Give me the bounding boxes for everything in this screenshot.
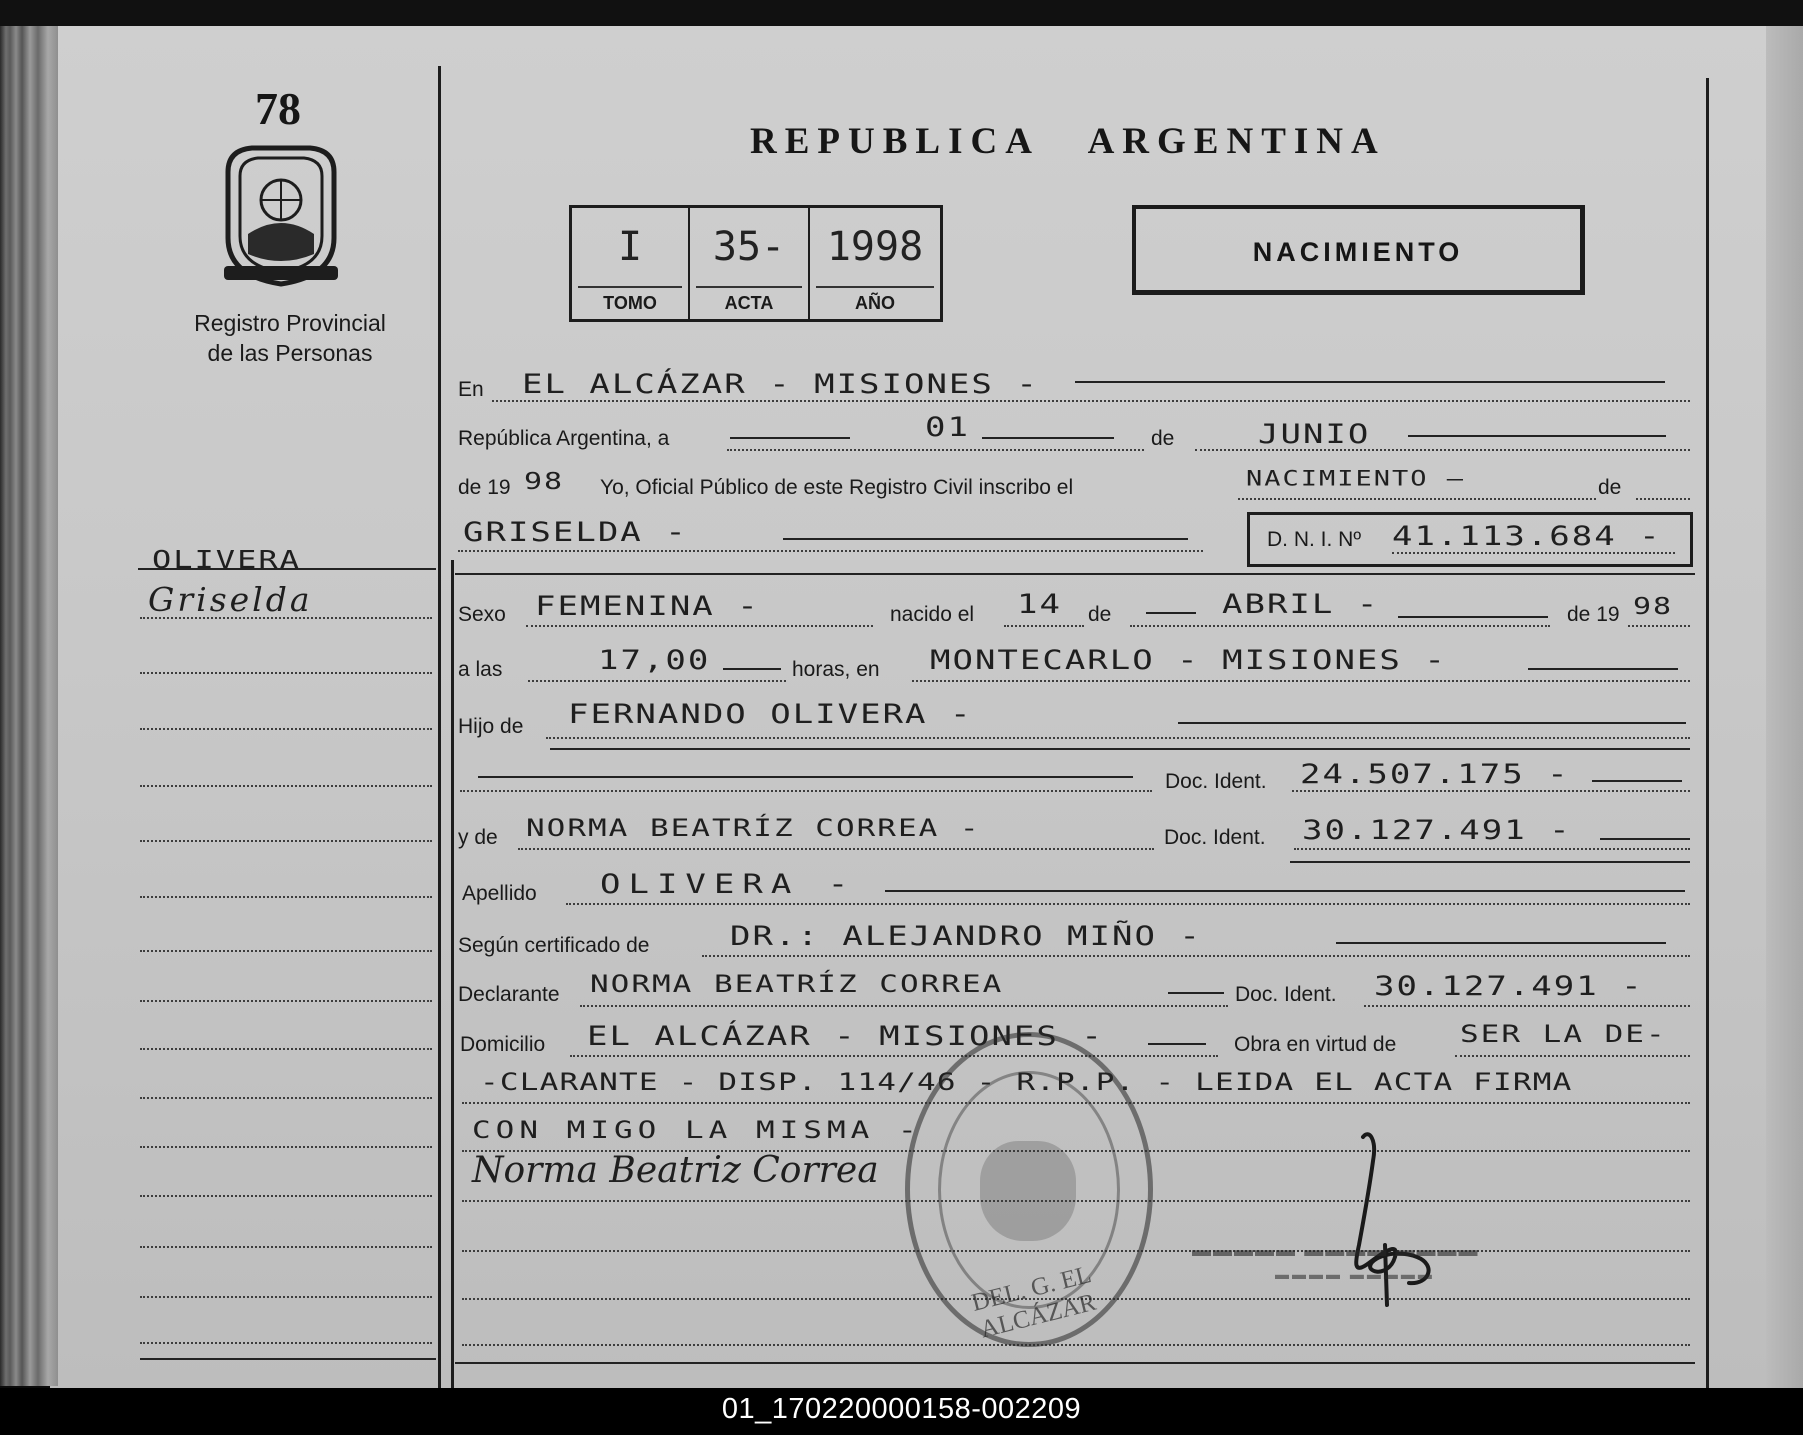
fill-dash	[982, 437, 1114, 439]
line-rule	[912, 680, 1690, 682]
margin-rule	[140, 1246, 432, 1248]
value-domicile: EL ALCÁZAR - MISIONES -	[587, 1020, 1104, 1052]
label-domicilio: Domicilio	[460, 1033, 546, 1056]
registry-name-line2: de las Personas	[207, 340, 373, 366]
label-declarante: Declarante	[458, 983, 560, 1006]
value-declarant-doc: 30.127.491 -	[1374, 970, 1644, 1002]
stamp-crest-icon	[980, 1141, 1076, 1241]
label-en: En	[458, 378, 484, 401]
value-virtue-1: SER LA DE-	[1460, 1019, 1667, 1048]
value-day: 01	[925, 411, 970, 443]
line-rule	[570, 1055, 1218, 1057]
fill-dash	[1398, 616, 1548, 618]
margin-rule	[140, 617, 432, 619]
margin-given-name: Griselda	[148, 580, 313, 619]
label-republica-a: República Argentina, a	[458, 427, 670, 450]
label-sexo: Sexo	[458, 603, 506, 626]
bottom-rule	[455, 1362, 1695, 1364]
fill-dash	[1528, 668, 1678, 670]
registry-office-stamp	[905, 1032, 1153, 1347]
line-rule	[546, 737, 1690, 739]
fill-dash	[1600, 838, 1690, 840]
label-dni: D. N. I. Nº	[1267, 528, 1362, 551]
line-rule	[727, 449, 1144, 451]
margin-rule	[140, 1097, 432, 1099]
margin-rule	[140, 1296, 432, 1298]
label-nacido-el: nacido el	[890, 603, 975, 626]
line-rule	[1004, 625, 1084, 627]
line-rule	[462, 1344, 1690, 1346]
margin-rule	[140, 1342, 432, 1344]
label-y-de: y de	[458, 826, 498, 849]
official-stamp-subline: ▬▬▬▬ ▬▬▬▬▬	[1275, 1266, 1435, 1282]
fill-dash	[1592, 780, 1682, 782]
section-rule	[455, 573, 1695, 575]
fill-dash	[1408, 435, 1666, 437]
section-rule	[550, 748, 1690, 750]
value-father: FERNANDO OLIVERA -	[568, 698, 973, 730]
label-hijo-de: Hijo de	[458, 715, 524, 738]
fill-dash	[1168, 992, 1224, 994]
declarant-signature: Norma Beatriz Correa	[472, 1150, 879, 1191]
value-birth-year-suffix: 98	[1633, 592, 1674, 620]
margin-rule	[140, 840, 432, 842]
ano-label: AÑO	[855, 293, 895, 313]
label-doc-ident-father: Doc. Ident.	[1165, 770, 1267, 793]
line-rule	[492, 400, 1690, 402]
margin-rule	[140, 1048, 432, 1050]
margin-surname-underline	[138, 568, 436, 570]
label-a-las: a las	[458, 658, 503, 681]
tomo-value: I	[617, 224, 643, 270]
label-horas-en: horas, en	[792, 658, 880, 681]
value-mother: NORMA BEATRÍZ CORREA -	[526, 813, 981, 842]
line-rule	[1292, 790, 1690, 792]
record-number-table	[569, 205, 943, 322]
fill-dash	[730, 437, 850, 439]
value-declarant: NORMA BEATRÍZ CORREA	[590, 969, 1004, 998]
fill-dash	[1075, 381, 1665, 383]
value-birth-month: ABRIL -	[1222, 588, 1380, 620]
page-number: 78	[255, 83, 301, 134]
margin-rule	[140, 1195, 432, 1197]
value-mother-doc: 30.127.491 -	[1302, 814, 1572, 846]
value-surname: OLIVERA -	[600, 868, 857, 900]
margin-rule	[140, 728, 432, 730]
value-doctor: DR.: ALEJANDRO MIÑO -	[730, 920, 1202, 952]
value-sex: FEMENINA -	[535, 590, 760, 622]
stamp-text: DEL. G. EL ALCÁZAR	[968, 1261, 1099, 1344]
line-rule	[526, 625, 873, 627]
margin-rule	[140, 1146, 432, 1148]
label-de-3: de	[1088, 603, 1112, 626]
tomo-cell	[572, 208, 690, 319]
label-segun-certificado: Según certificado de	[458, 934, 650, 957]
book-binding-edge	[0, 26, 58, 1386]
line-rule	[1628, 625, 1690, 627]
label-apellido: Apellido	[462, 882, 537, 905]
line-rule	[1364, 1005, 1690, 1007]
section-rule	[1290, 861, 1690, 863]
scan-top-border	[0, 0, 1803, 26]
label-obra-en-virtud: Obra en virtud de	[1234, 1033, 1397, 1056]
line-rule	[1392, 552, 1675, 554]
value-year-suffix: 98	[524, 467, 565, 495]
body-left-line	[451, 560, 454, 1388]
line-rule	[458, 550, 1203, 552]
fill-dash	[1148, 1043, 1206, 1045]
acta-label: ACTA	[724, 293, 774, 313]
margin-divider-line	[438, 66, 441, 1388]
sheet-right-edge	[1766, 26, 1803, 1388]
value-virtue-3: CON MIGO LA MISMA -	[472, 1115, 922, 1144]
margin-rule	[140, 1000, 432, 1002]
value-birth-day: 14	[1017, 588, 1062, 620]
record-type-label: NACIMIENTO	[1252, 237, 1464, 267]
value-birth-time: 17,00	[598, 644, 711, 676]
document-title: REPUBLICA ARGENTINA	[750, 121, 1386, 162]
label-de-19-b: de 19	[1567, 603, 1620, 626]
misiones-province-seal-icon	[218, 142, 344, 288]
fill-dash	[723, 668, 781, 670]
line-rule	[566, 903, 1690, 905]
registry-name-line1: Registro Provincial	[194, 310, 386, 336]
value-dni: 41.113.684 -	[1392, 520, 1662, 552]
margin-rule	[140, 896, 432, 898]
label-doc-ident-mother: Doc. Ident.	[1164, 826, 1266, 849]
value-act-kind: NACIMIENTO —	[1246, 466, 1466, 491]
value-birth-place: MONTECARLO - MISIONES -	[930, 644, 1447, 676]
label-de-19: de 19	[458, 476, 511, 499]
label-de: de	[1151, 427, 1175, 450]
fill-dash	[1146, 612, 1196, 614]
margin-rule	[140, 672, 432, 674]
acta-cell	[690, 208, 810, 319]
line-rule	[1130, 625, 1550, 627]
value-virtue-2: -CLARANTE - DISP. 114/46 - R.P.P. - LEIDA EL ACTA FIRMA	[480, 1067, 1573, 1096]
official-signature-icon	[1325, 1125, 1470, 1315]
line-rule	[1455, 1055, 1690, 1057]
label-de-2: de	[1598, 476, 1622, 499]
fill-dash	[478, 776, 1133, 778]
line-rule	[1238, 498, 1596, 500]
margin-bottom-rule	[140, 1358, 436, 1360]
official-stamp-line: ▬▬▬▬▬ ▬▬▬▬ ▬▬▬▬	[1192, 1240, 1480, 1261]
line-rule	[460, 790, 1152, 792]
ano-value: 1998	[826, 224, 924, 270]
line-rule	[702, 955, 1690, 957]
margin-surname: OLIVERA	[152, 544, 301, 574]
label-doc-ident-declarant: Doc. Ident.	[1235, 983, 1337, 1006]
line-rule	[1294, 848, 1690, 850]
ano-cell	[810, 208, 940, 319]
fill-dash	[885, 890, 1685, 892]
tomo-label: TOMO	[603, 293, 657, 313]
line-rule	[580, 1005, 1228, 1007]
line-rule	[528, 680, 786, 682]
record-type-box	[1132, 205, 1585, 295]
scan-file-id: 01_170220000158-002209	[721, 1393, 1082, 1425]
fill-dash	[1336, 942, 1666, 944]
margin-rule	[140, 950, 432, 952]
fill-dash	[783, 538, 1188, 540]
acta-value: 35-	[712, 224, 786, 270]
fill-dash	[1178, 722, 1686, 724]
margin-rule	[140, 785, 432, 787]
label-yo-oficial: Yo, Oficial Público de este Registro Civil inscribo el	[600, 476, 1074, 499]
value-child-name: GRISELDA -	[463, 516, 688, 548]
line-rule	[1636, 498, 1690, 500]
value-father-doc: 24.507.175 -	[1300, 758, 1570, 790]
value-month: JUNIO	[1258, 418, 1371, 450]
value-place: EL ALCÁZAR - MISIONES -	[522, 368, 1039, 400]
body-right-line	[1706, 78, 1709, 1388]
line-rule	[518, 848, 1154, 850]
